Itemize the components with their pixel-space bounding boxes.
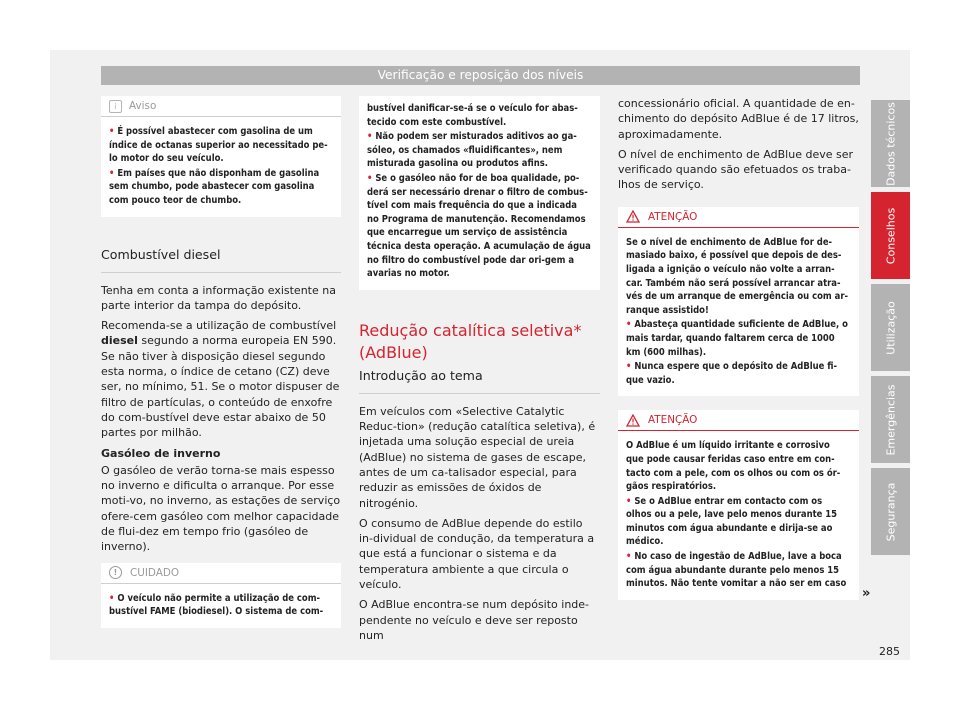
adblue-text-continued bbox=[618, 96, 859, 193]
warning-triangle-icon bbox=[626, 414, 640, 427]
notice-label: Aviso bbox=[129, 100, 157, 112]
tab-conselhos[interactable]: Conselhos bbox=[871, 192, 910, 279]
subtitle-intro: Introdução ao tema bbox=[359, 368, 600, 394]
warning-body bbox=[618, 431, 859, 600]
warning-bullet: • Se o AdBlue entrar em contacto com os olhos ou a pele, lave pelo menos durante 15 minutos com água abundante e dirija-se ao médico. bbox=[626, 495, 838, 548]
caution-box bbox=[101, 563, 341, 628]
caution-continued-text: bustível danificar-se-á se o veículo for abas-tecido com este combustível. bbox=[367, 103, 578, 128]
warning-bullet: • Abasteça quantidade suficiente de AdBlue, o mais tardar, quando faltarem cerca de 1000 km (600 milhas). bbox=[626, 319, 848, 358]
paragraph: O gasóleo de verão torna-se mais espesso no inverno e dificulta o arranque. Por esse moti-vo, no inverno, as estações de serviço ofere-cem gasóleo com melhor capacidade de flui-dez em tempo frio (gasóleo de inverno). bbox=[101, 463, 341, 554]
paragraph: concessionário oficial. A quantidade de en-chimento do depósito AdBlue é de 17 litros, aproximadamente. bbox=[618, 97, 859, 141]
continued-arrow-icon: » bbox=[862, 586, 871, 601]
section-title-diesel: Combustível diesel bbox=[101, 247, 341, 273]
warning-triangle-icon bbox=[626, 210, 640, 223]
warning-text: Se o nível de enchimento de AdBlue for de-masiado baixo, é possível que depois de des-ligada a ignição o veículo não volte a arran-car. Também não será possível arrancar atra-vés de um arranque de emergência ou com ar-ranque assistido! bbox=[626, 236, 848, 316]
caution-icon: ! bbox=[109, 566, 122, 579]
warning-text: O AdBlue é um líquido irritante e corrosivo que pode causar feridas caso entre em con-tacto com a pele, com os olhos ou com os ór-gãos respiratórios. bbox=[626, 440, 841, 493]
section-title-scr: Redução catalítica seletiva* (AdBlue) bbox=[359, 320, 582, 362]
warning-label: ATENÇÃO bbox=[648, 210, 698, 223]
caution-continued-body bbox=[359, 96, 600, 290]
caution-header bbox=[101, 563, 341, 584]
diesel-text bbox=[101, 283, 341, 555]
warning-header bbox=[618, 410, 859, 431]
column-1 bbox=[101, 96, 341, 628]
paragraph: Recomenda-se a utilização de combustível diesel segundo a norma europeia EN 590. Se não tiver à disposição diesel segundo esta norma, o índice de cetano (CZ) deve ser, no mínimo, 51. Se o motor dispuser de filtro de partículas, o conteúdo de enxofre do com-bustível deve estar abaixo de 50 partes por milhão. bbox=[101, 319, 340, 440]
warning-label: ATENÇÃO bbox=[648, 414, 698, 427]
caution-bullet: • Não podem ser misturados aditivos ao ga-sóleo, os chamados «fluidificantes», nem misturada gasolina ou produtos afins. bbox=[367, 131, 577, 170]
column-2 bbox=[359, 96, 600, 648]
tab-utilizacao[interactable]: Utilização bbox=[871, 284, 910, 371]
caution-bullet: • Se o gasóleo não for de boa qualidade, po-derá ser necessário drenar o filtro de combus-tível com mais frequência do que a indicada no Programa de manutenção. Recomendamos que encarregue um serviço de assistência técnica desta operação. A acumulação de água no filtro do combustível pode dar ori-gem a avarias no motor. bbox=[367, 172, 591, 280]
notice-box bbox=[101, 96, 341, 217]
tab-dados-tecnicos[interactable]: Dados técnicos bbox=[871, 100, 910, 187]
caution-bullet: • O veículo não permite a utilização de com-bustível FAME (biodiesel). O sistema de com- bbox=[109, 592, 324, 618]
paragraph: Tenha em conta a informação existente na parte interior da tampa do depósito. bbox=[101, 283, 336, 312]
column-3 bbox=[618, 96, 859, 600]
caution-body bbox=[101, 584, 341, 628]
running-header: Verificação e reposição dos níveis bbox=[101, 66, 860, 85]
paragraph: O AdBlue encontra-se num depósito inde-pendente no veículo e deve ser reposto num bbox=[359, 598, 590, 642]
tab-emergencias[interactable]: Emergências bbox=[871, 376, 910, 463]
warning-header bbox=[618, 207, 859, 228]
notice-body bbox=[101, 117, 341, 217]
caution-box-continued bbox=[359, 96, 600, 290]
warning-bullet: • No caso de ingestão de AdBlue, lave a boca com água abundante durante pelo menos 15 minutos. Não tente vomitar a não ser em caso bbox=[626, 551, 847, 590]
warning-bullet: • Nunca espere que o depósito de AdBlue fi-que vazio. bbox=[626, 361, 838, 386]
notice-header bbox=[101, 96, 341, 117]
info-icon: i bbox=[109, 100, 122, 113]
paragraph: O nível de enchimento de AdBlue deve ser verificado quando são efetuados os traba-lhos de serviço. bbox=[618, 147, 854, 192]
chapter-tabs bbox=[871, 100, 910, 560]
warning-box-2 bbox=[618, 410, 859, 600]
tab-seguranca[interactable]: Segurança bbox=[871, 468, 910, 555]
warning-box-1 bbox=[618, 207, 859, 397]
notice-bullet: • É possível abastecer com gasolina de um índice de octanas superior ao necessitado pe-lo motor do seu veículo. bbox=[109, 126, 328, 165]
adblue-text bbox=[359, 404, 600, 643]
page-number: 285 bbox=[879, 645, 900, 658]
warning-body bbox=[618, 228, 859, 397]
subheading-winter: Gasóleo de inverno bbox=[101, 446, 221, 460]
paragraph: Em veículos com «Selective Catalytic Reduc-tion» (redução catalítica seletiva), é injetada uma solução especial de ureia (AdBlue) no sistema de gases de escape, antes de um ca-talisador especial, para reduzir as emissões de óxidos de nitrogénio. bbox=[359, 404, 596, 510]
paragraph: O consumo de AdBlue depende do estilo in-dividual de condução, da temperatura a que está a funcionar o sistema e da temperatura ambiente a que circula o veículo. bbox=[359, 516, 595, 591]
caution-label: CUIDADO bbox=[130, 566, 180, 579]
notice-bullet: • Em países que não disponham de gasolina sem chumbo, pode abastecer com gasolina com pouco teor de chumbo. bbox=[109, 167, 320, 206]
